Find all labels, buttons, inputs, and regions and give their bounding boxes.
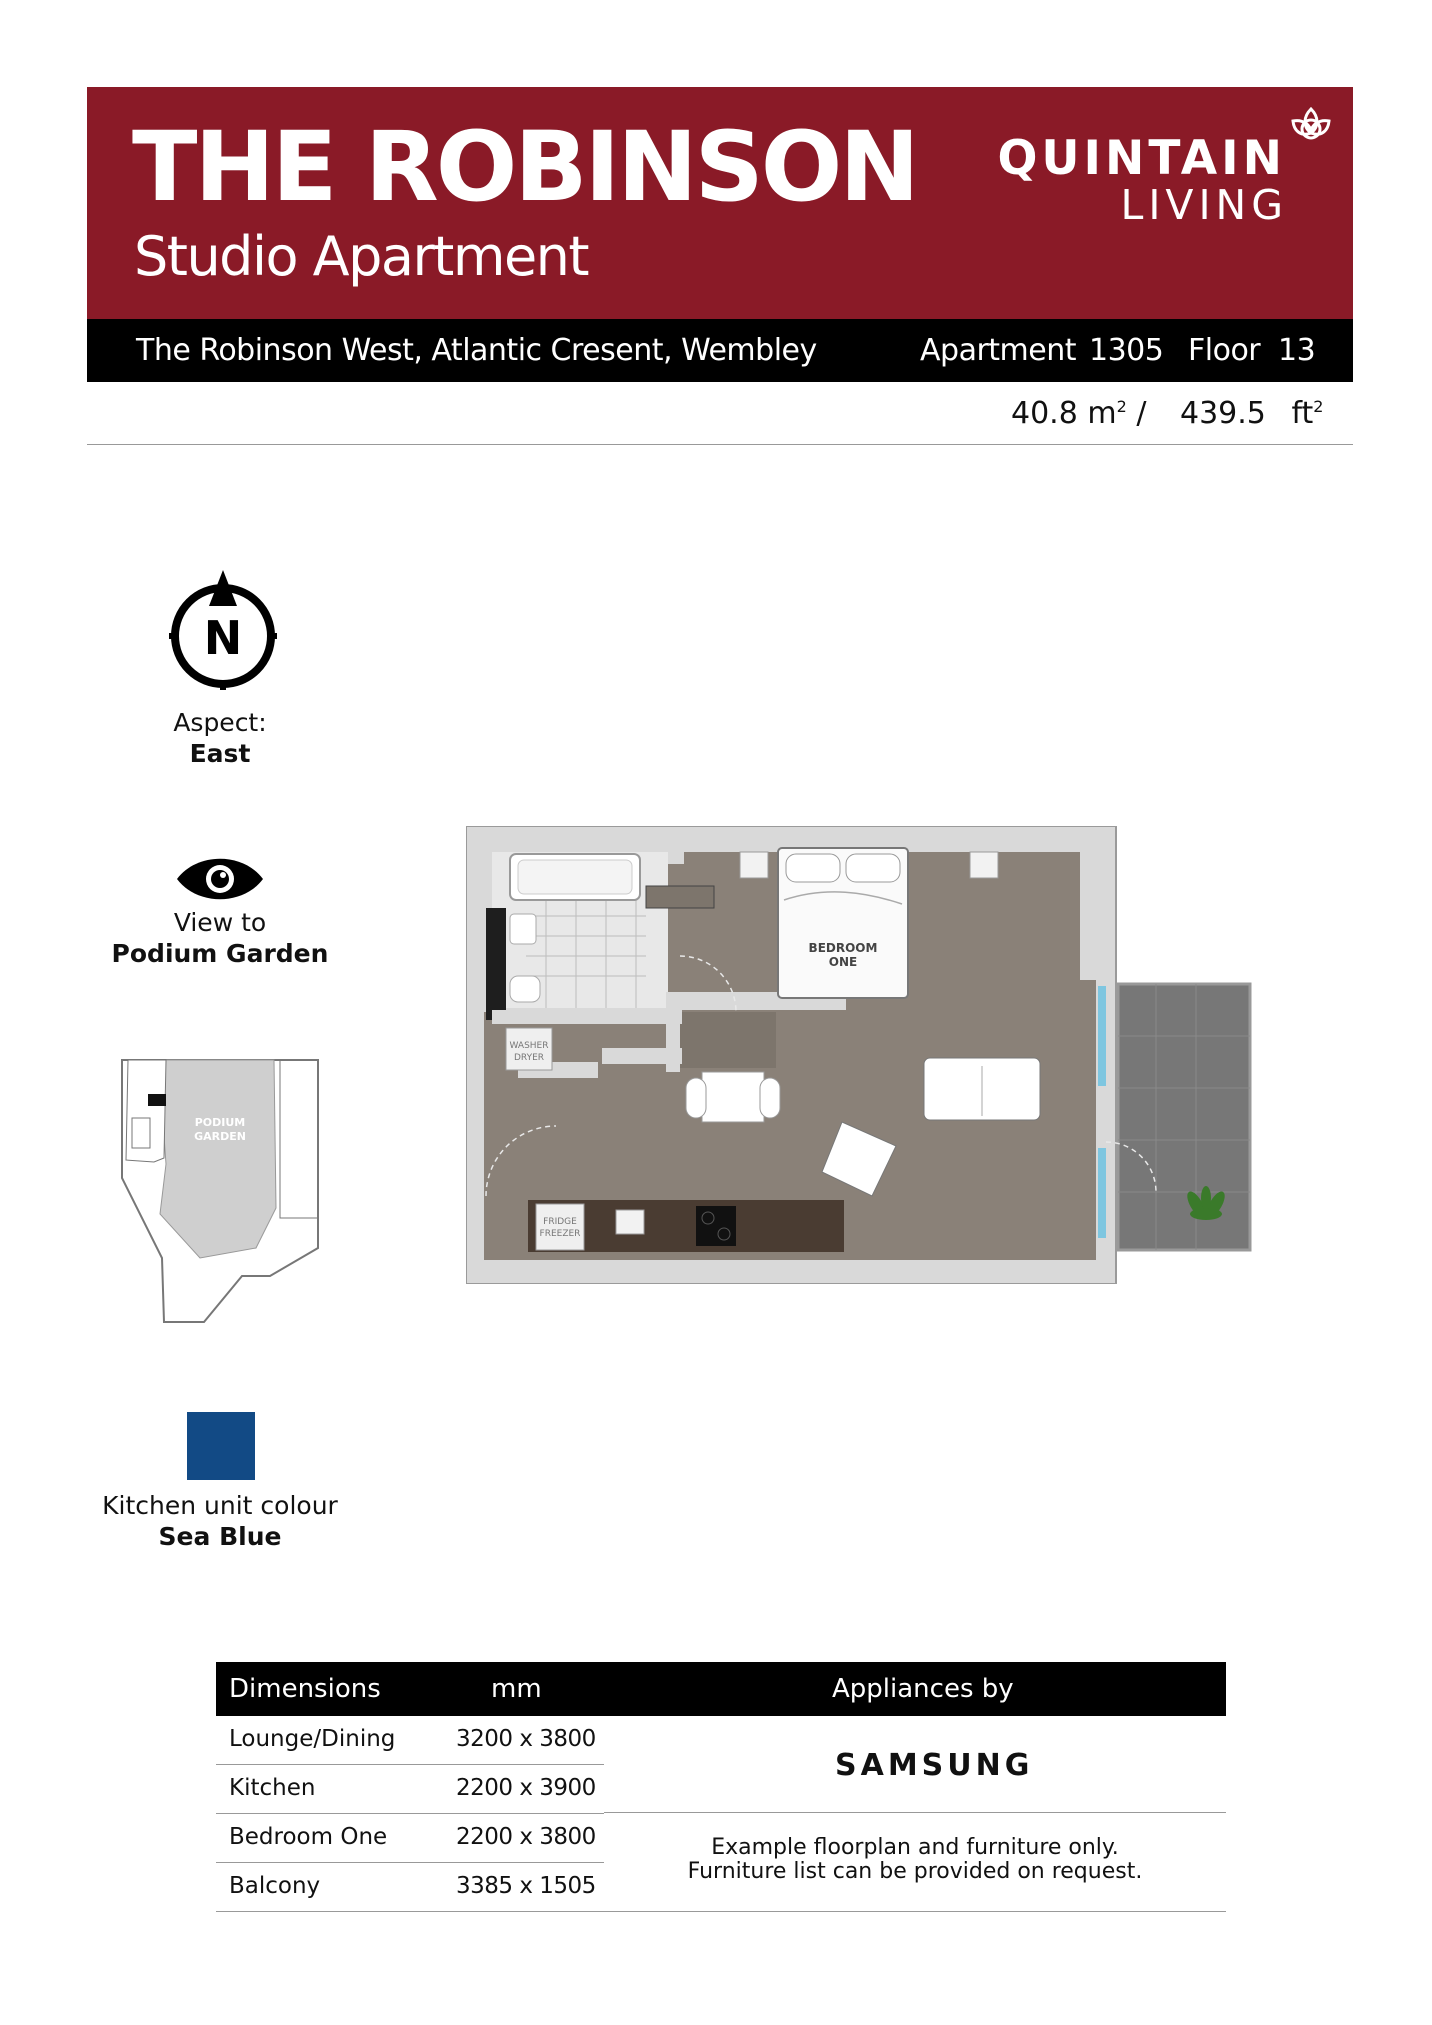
samsung-logo: SAMSUNG (835, 1748, 1034, 1783)
area-sqft (1180, 396, 1323, 431)
area-separator: / (1136, 396, 1147, 431)
table-row (216, 1863, 604, 1912)
area-sqft-power: 2 (1313, 397, 1324, 416)
row-value: 2200 x 3800 (456, 1824, 596, 1850)
area-sqm (1011, 396, 1146, 431)
brand-subname: LIVING (1120, 181, 1288, 229)
area-sqm-unit: m (1087, 396, 1117, 431)
row-name: Balcony (229, 1873, 321, 1899)
floor-number: 13 (1278, 333, 1316, 368)
view-block (60, 908, 380, 968)
compass-letter: N (203, 611, 243, 665)
row-value: 2200 x 3900 (456, 1775, 596, 1801)
row-value: 3200 x 3800 (456, 1726, 596, 1752)
room-label-1: BEDROOM (808, 941, 878, 955)
appliance-bottom-rule (604, 1911, 1226, 1912)
kitchen-colour-swatch (187, 1412, 255, 1480)
kitchen-colour-value: Sea Blue (158, 1522, 282, 1551)
row-name: Kitchen (229, 1775, 316, 1801)
aspect-label: Aspect: (173, 708, 267, 737)
table-row (216, 1716, 604, 1765)
floor-label: Floor (1188, 333, 1261, 368)
kitchen-colour-label: Kitchen unit colour (102, 1491, 338, 1520)
eye-icon (175, 856, 265, 902)
view-label: View to (173, 908, 267, 937)
row-value: 3385 x 1505 (456, 1873, 596, 1899)
area-sqft-unit: ft (1291, 396, 1314, 431)
site-plan (120, 1058, 320, 1324)
area-sqm-value: 40.8 (1011, 396, 1078, 431)
address-text: The Robinson West, Atlantic Cresent, Wembley (136, 333, 817, 368)
col-dimensions: Dimensions (229, 1674, 381, 1704)
apartment-label: Apartment (920, 333, 1077, 368)
trefoil-logo-icon (1289, 105, 1333, 149)
site-plan-label-1: PODIUM (194, 1116, 246, 1129)
washer-label-1: WASHER (509, 1041, 549, 1051)
fridge-label-1: FRIDGE (543, 1217, 577, 1227)
disclaimer-note (640, 1836, 1190, 1884)
row-name: Lounge/Dining (229, 1726, 396, 1752)
area-sqft-value: 439.5 (1180, 396, 1266, 431)
col-unit: mm (491, 1674, 542, 1704)
apartment-number: 1305 (1089, 333, 1164, 368)
appliance-divider (604, 1812, 1226, 1813)
aspect-value: East (189, 739, 251, 768)
area-sqm-power: 2 (1116, 397, 1127, 416)
header-banner (87, 87, 1353, 319)
washer-label-2: DRYER (513, 1053, 545, 1063)
floorplan (466, 826, 1252, 1284)
aspect-block (60, 708, 380, 768)
north-compass-icon (165, 566, 281, 692)
col-appliances: Appliances by (832, 1674, 1014, 1704)
kitchen-colour-block (60, 1491, 380, 1551)
row-name: Bedroom One (229, 1824, 388, 1850)
table-row (216, 1765, 604, 1814)
apartment-type: Studio Apartment (134, 225, 589, 288)
dimensions-table-header (216, 1662, 1226, 1716)
note-line-2: Furniture list can be provided on request. (687, 1859, 1143, 1884)
building-title: THE ROBINSON (132, 111, 917, 223)
table-row (216, 1814, 604, 1863)
room-label-2: ONE (828, 955, 858, 969)
fridge-label-2: FREEZER (539, 1229, 581, 1239)
site-plan-label-2: GARDEN (194, 1130, 246, 1143)
brand-name: QUINTAIN (997, 131, 1286, 186)
divider (87, 444, 1353, 445)
address-bar (87, 319, 1353, 382)
view-value: Podium Garden (111, 939, 329, 968)
note-line-1: Example floorplan and furniture only. (711, 1835, 1119, 1860)
